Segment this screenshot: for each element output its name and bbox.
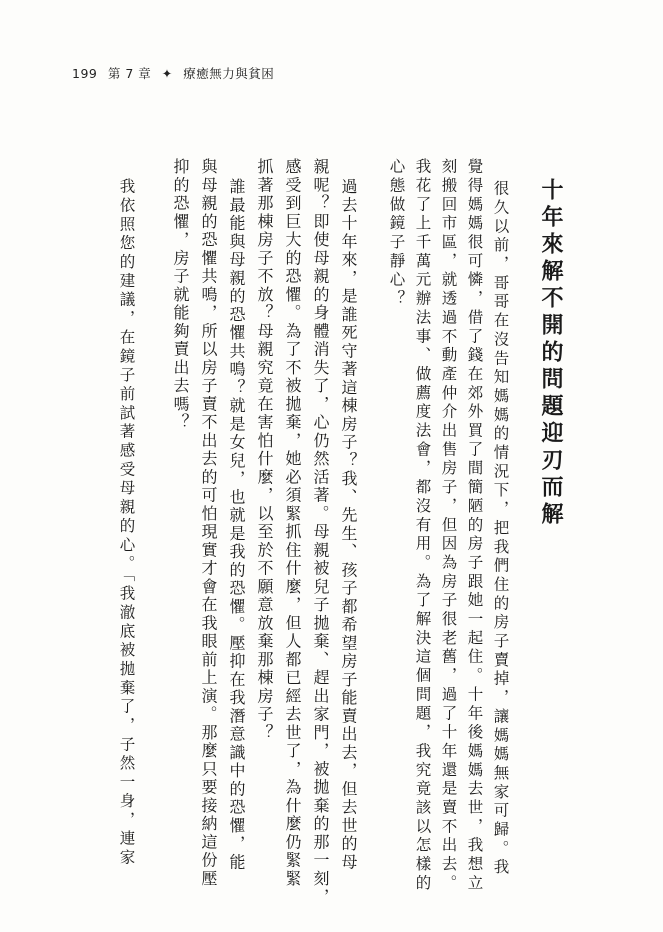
chapter-label: 第 7 章 — [107, 66, 152, 81]
answer-line-1: 過去十年來，是誰死守著這棟房子？我、先生、孩子都希望房子能賣出去，但去世的母 — [339, 178, 358, 872]
page-header — [72, 64, 280, 82]
page-number: 199 — [72, 66, 98, 81]
answer-line-7: 抑的恐懼，房子就能夠賣出去嗎？ — [171, 158, 190, 432]
answer-line-2: 親呢？即使母親的身體消失了，心仍然活著。母親被兒子拋棄、趕出家門，被拋棄的那一刻， — [311, 158, 330, 907]
question-line-5: 心態做鏡子靜心？ — [387, 158, 406, 309]
closing-line: 我依照您的建議，在鏡子前試著感受母親的心。「我澈底被拋棄了，子然一身，連家 — [117, 178, 136, 868]
separator-star-icon: ✦ — [161, 66, 173, 81]
question-line-2: 覺得媽媽很可憐，借了錢在郊外買了間簡陋的房子跟她一起住。十年後媽媽去世，我想立 — [465, 158, 484, 894]
question-line-4: 我花了上千萬元辦法事、做薦度法會，都沒有用。為了解決這個問題，我究竟該以怎樣的 — [413, 158, 432, 894]
answer-line-4: 抓著那棟房子不放？母親究竟在害怕什麼，以至於不願意放棄那棟房子？ — [255, 158, 274, 742]
answer-line-5: 誰最能與母親的恐懼共鳴？就是女兒，也就是我的恐懼。壓抑在我潛意識中的恐懼，能 — [227, 178, 246, 872]
answer-line-6: 與母親的恐懼共鳴，所以房子賣不出去的可怕現實才會在我眼前上演。那麼只要接納這份壓 — [199, 158, 218, 888]
question-line-1: 很久以前，哥哥在沒告知媽媽的情況下，把我們住的房子賣掉，讓媽媽無家可歸。我 — [491, 180, 510, 878]
question-line-3: 刻搬回市區，就透過不動產仲介出售房子，但因為房子很老舊，過了十年還是賣不出去。 — [439, 158, 458, 894]
answer-line-3: 感受到巨大的恐懼。為了不被拋棄，她必須緊抓住什麼，但人都已經去世了，為什麼仍緊緊 — [283, 158, 302, 888]
chapter-title: 療癒無力與貧困 — [183, 66, 275, 81]
section-title: 十年來解不開的問題迎刃而解 — [538, 178, 563, 529]
